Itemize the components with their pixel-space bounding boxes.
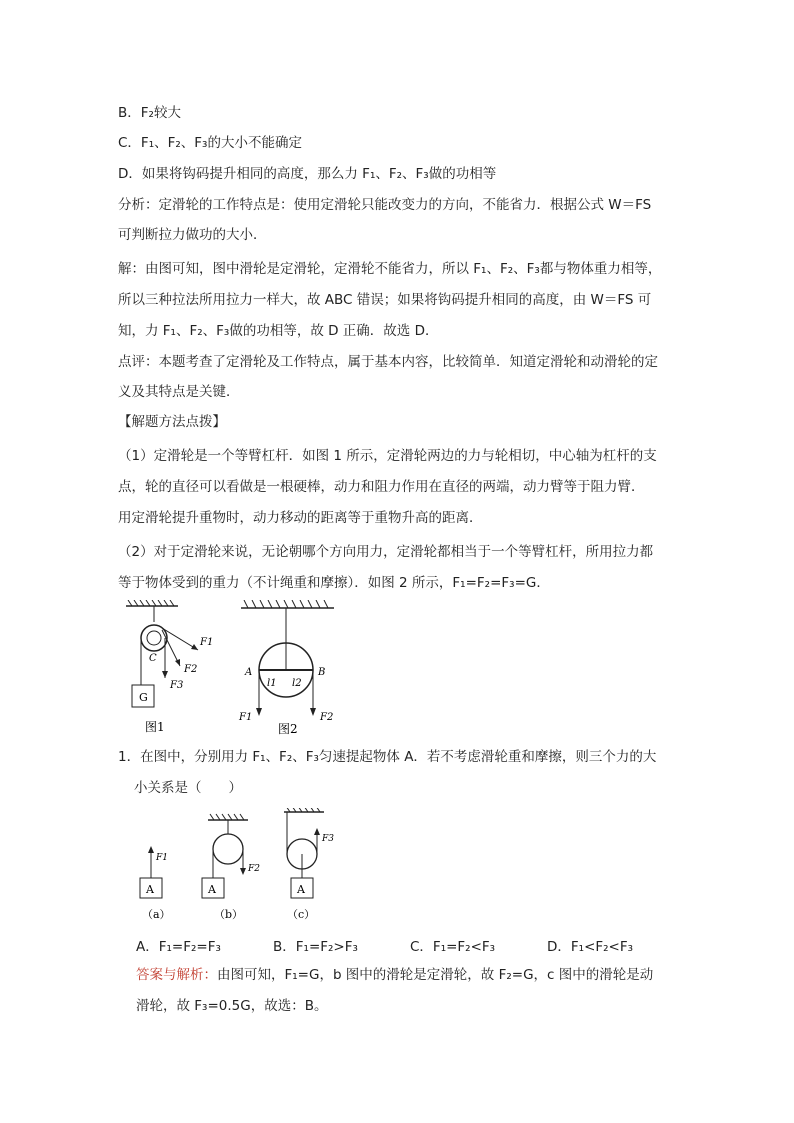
solution-line-1: 解：由图可知，图中滑轮是定滑轮，定滑轮不能省力，所以 F₁、F₂、F₃都与物体重力相等， — [118, 261, 662, 277]
comment-line-2: 义及其特点是关键． — [118, 384, 240, 400]
option-c-prev: C．F₁、F₂、F₃的大小不能确定 — [118, 135, 302, 151]
fig3c-block: A — [297, 883, 305, 896]
option-b-prev: B．F₂较大 — [118, 105, 181, 121]
fig1-label-c: C — [149, 653, 157, 664]
fig2-caption: 图2 — [278, 722, 298, 736]
fig3b-label-f2: F2 — [248, 864, 260, 874]
choice-d[interactable]: D．F₁<F₂<F₃ — [547, 939, 634, 955]
method-p1-line-3: 用定滑轮提升重物时，动力移动的距离等于重物升高的距离． — [118, 510, 483, 526]
fig3-caption-a: （a） — [142, 908, 171, 921]
question-line-2: 小关系是（ ） — [134, 780, 242, 796]
fig3a-block: A — [146, 883, 154, 896]
solution-line-2: 所以三种拉法所用拉力一样大，故 ABC 错误；如果将钩码提升相同的高度，由 W＝FS 可 — [118, 292, 652, 308]
choice-a[interactable]: A．F₁=F₂=F₃ — [136, 939, 221, 955]
fig3-caption-c: （c） — [287, 908, 316, 921]
choice-b[interactable]: B．F₁=F₂>F₃ — [273, 939, 358, 955]
option-d-prev: D．如果将钩码提升相同的高度，那么力 F₁、F₂、F₃做的功相等 — [118, 166, 497, 182]
fig2-label-f2: F2 — [320, 712, 334, 723]
figure-2 — [236, 600, 366, 740]
fig2-label-l1: l1 — [267, 678, 277, 689]
fig2-label-b: B — [318, 667, 326, 678]
method-p2-line-2: 等于物体受到的重力（不计绳重和摩擦）．如图 2 所示，F₁=F₂=F₃=G． — [118, 575, 550, 591]
fig1-label-f3: F3 — [170, 680, 184, 691]
figure-question — [130, 808, 340, 926]
fig3-caption-b: （b） — [214, 908, 244, 921]
answer-line-1 — [136, 965, 653, 985]
fig3a-label-f1: F1 — [156, 853, 168, 863]
solution-line-3: 知，力 F₁、F₂、F₃做的功相等，故 D 正确．故选 D． — [118, 323, 439, 339]
comment-line-1: 点评：本题考查了定滑轮及工作特点，属于基本内容，比较简单．知道定滑轮和动滑轮的定 — [118, 354, 658, 370]
question-line-1: 1．在图中，分别用力 F₁、F₂、F₃匀速提起物体 A．若不考虑滑轮重和摩擦，则三个力的大 — [118, 749, 657, 765]
fig3c-label-f3: F3 — [322, 834, 334, 844]
fig1-label-f1: F1 — [200, 637, 214, 648]
fig2-label-a: A — [245, 667, 253, 678]
method-heading: 【解题方法点拨】 — [118, 414, 226, 430]
fig1-label-g: G — [139, 691, 148, 704]
fig1-caption: 图1 — [145, 720, 165, 734]
answer-text-1: 由图可知，F₁=G，b 图中的滑轮是定滑轮，故 F₂=G，c 图中的滑轮是动 — [217, 967, 654, 983]
figure-1 — [118, 600, 228, 740]
analysis-line-1: 分析：定滑轮的工作特点是：使用定滑轮只能改变力的方向，不能省力．根据公式 W＝FS — [118, 197, 652, 213]
method-p1-line-2: 点，轮的直径可以看做是一根硬棒，动力和阻力作用在直径的两端，动力臂等于阻力臂． — [118, 479, 645, 495]
fig2-label-f1: F1 — [239, 712, 253, 723]
method-p2-line-1: （2）对于定滑轮来说，无论朝哪个方向用力，定滑轮都相当于一个等臂杠杆，所用拉力都 — [118, 544, 654, 560]
choice-c[interactable]: C．F₁=F₂<F₃ — [410, 939, 496, 955]
method-p1-line-1: （1）定滑轮是一个等臂杠杆．如图 1 所示，定滑轮两边的力与轮相切，中心轴为杠杆的支 — [118, 448, 657, 464]
answer-label: 答案与解析： — [136, 967, 217, 983]
fig2-label-l2: l2 — [292, 678, 302, 689]
fig1-label-f2: F2 — [184, 664, 198, 675]
answer-line-2: 滑轮，故 F₃=0.5G，故选：B。 — [136, 998, 328, 1014]
analysis-line-2: 可判断拉力做功的大小． — [118, 227, 267, 243]
fig3b-block: A — [208, 883, 216, 896]
